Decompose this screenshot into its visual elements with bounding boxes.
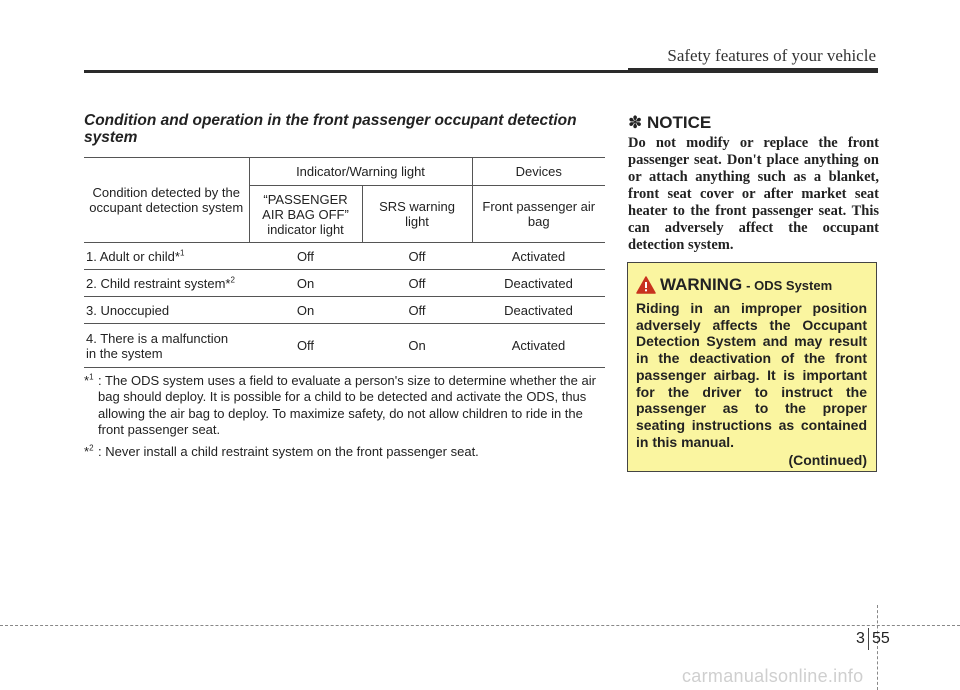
row-condition: 2. Child restraint system*$^2$ (84, 270, 249, 297)
footer-divider (0, 625, 960, 626)
passenger-airbag-off-header: “PASSENGER AIR BAG OFF” indicator light (249, 186, 362, 243)
warning-word: WARNING (660, 275, 743, 294)
row-condition: 1. Adult or child*$^1$ (84, 243, 249, 270)
table-row (84, 243, 605, 270)
row-passenger-light: Off (249, 324, 362, 368)
row-airbag: Activated (472, 324, 605, 368)
running-header: Safety features of your vehicle (667, 46, 876, 65)
indicator-header: Indicator/Warning light (249, 158, 472, 186)
srs-warning-header: SRS warning light (362, 186, 472, 243)
front-airbag-header: Front passenger air bag (472, 186, 605, 243)
row-passenger-light: On (249, 297, 362, 324)
row-srs-light: Off (362, 243, 472, 270)
footnote (84, 444, 605, 460)
footnote-marker: *$^2$ (84, 443, 94, 460)
footnote-marker: *$^1$ (84, 372, 94, 388)
condition-header: Condition detected by the occupant detection system (84, 158, 249, 243)
row-condition: 3. Unoccupied (84, 297, 249, 324)
row-airbag: Deactivated (472, 270, 605, 297)
row-srs-light: Off (362, 297, 472, 324)
table-row (84, 297, 605, 324)
row-passenger-light: Off (249, 243, 362, 270)
warning-box (627, 262, 877, 472)
ods-table (84, 157, 605, 368)
chapter-number: 3 (856, 630, 865, 647)
footnote-text: : The ODS system uses a field to evaluate a person's size to determine whether the air bag should deploy. It is possible for a child to be detected and activate the ODS, thus allowing the air bag to deploy. To maximize safety, do not allow children to ride in the front passenger seat. (98, 373, 596, 437)
warning-continued: (Continued) (788, 452, 867, 469)
table-row (84, 324, 605, 368)
watermark: carmanualsonline.info (682, 666, 864, 686)
devices-header: Devices (472, 158, 605, 186)
footnote-text: : Never install a child restraint system on the front passenger seat. (98, 444, 479, 460)
footnote (84, 373, 605, 438)
warning-triangle-icon (636, 276, 656, 294)
notice-body: Do not modify or replace the front passenger seat. Don't place anything on or attach anything such as a blanket, front seat cover or after market seat heater to the front passenger seat. This can adversely affect the occupant detection system. (628, 135, 879, 253)
table-row (84, 270, 605, 297)
page-separator (868, 628, 869, 650)
row-passenger-light: On (249, 270, 362, 297)
row-airbag: Deactivated (472, 297, 605, 324)
footnotes (84, 373, 605, 466)
notice-star-icon: ✽ (628, 113, 643, 132)
warning-subtitle: - ODS System (746, 277, 833, 293)
row-srs-light: Off (362, 270, 472, 297)
row-srs-light: On (362, 324, 472, 368)
row-condition: 4. There is a malfunction in the system (84, 324, 249, 368)
warning-text: Riding in an improper position adversely affects the Occupant Detection System and may result in the deactivation of the front passenger airbag. It is important for the driver to instruct the passenger as to the proper seating instructions as contained in this manual. (636, 300, 867, 450)
notice-title: ✽ NOTICE (628, 113, 712, 132)
section-title: Condition and operation in the front passenger occupant detection system (84, 112, 577, 146)
page-number: 55 (872, 630, 890, 647)
warning-header (636, 275, 867, 295)
header-rule-accent (628, 68, 878, 73)
row-airbag: Activated (472, 243, 605, 270)
